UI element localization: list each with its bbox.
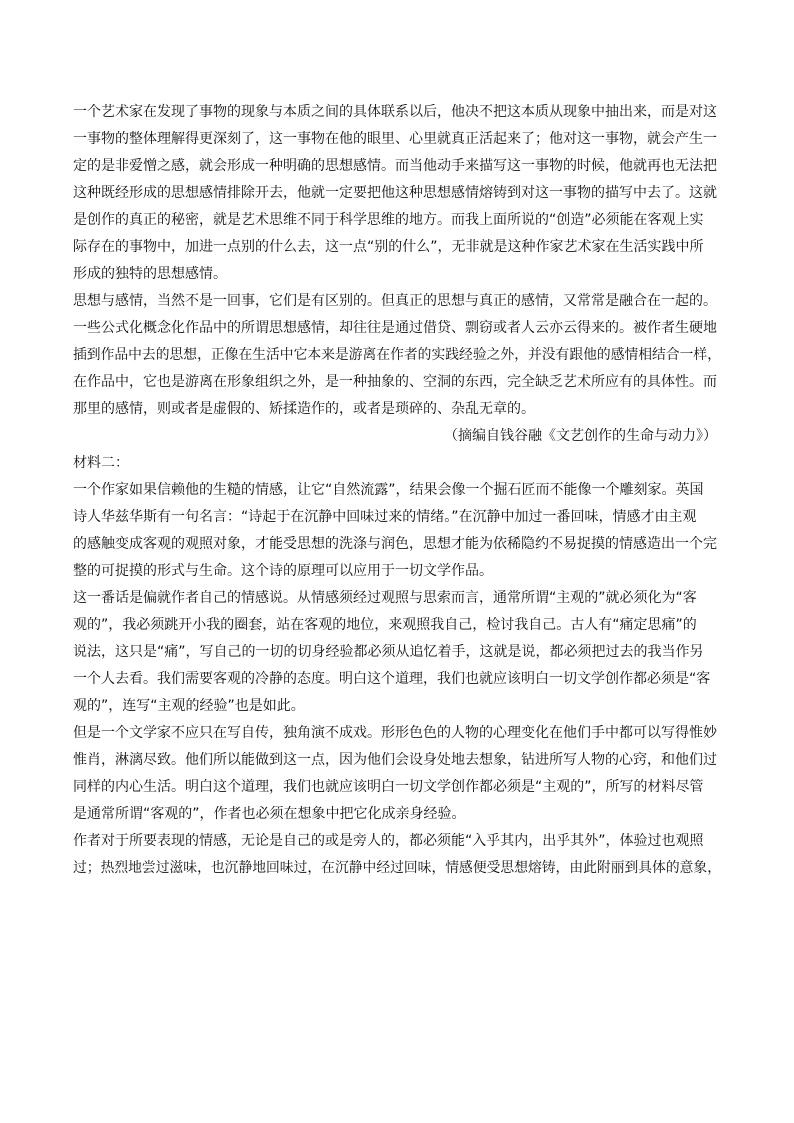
paragraph-6-line-1: 作者对于所要表现的情感，无论是自己的或是旁人的，都必须能“入乎其内，出乎其外”，体验过也观照 [73,833,704,849]
paragraph-3-line-2: 诗人华兹华斯有一句名言：“诗起于在沉静中回味过来的情绪。”在沉静中加过一番回味，情感才由主观 [73,509,697,525]
paragraph-3-line-1: 一个作家如果信赖他的生糙的情感，让它“自然流露”，结果会像一个掘石匠而不能像一个雕刻家。英国 [73,482,704,498]
paragraph-2-line-4: 在作品中，它也是游离在形象组织之外，是一种抽象的、空洞的东西，完全缺乏艺术所应有的具体性。而 [73,374,717,390]
paragraph-3-line-3: 的感触变成客观的观照对象，才能受思想的洗涤与润色，思想才能为依稀隐约不易捉摸的情感造出一个完 [73,536,717,552]
paragraph-4-line-3: 说法，这只是“痛”，写自己的一切的切身经验都必须从追忆着手，这就是说，都必须把过去的我当作另 [73,644,704,660]
paragraph-1-line-2: 一事物的整体理解得更深刻了，这一事物在他的眼里、心里就真正活起来了；他对这一事物，就会产生一 [73,131,717,147]
paragraph-6-line-2: 过；热烈地尝过滋味，也沉静地回味过，在沉静中经过回味，情感便受思想熔铸，由此附丽到具体的意象， [73,860,721,876]
paragraph-1-line-3: 定的是非爱憎之感，就会形成一种明确的思想感情。而当他动手来描写这一事物的时候，他就再也无法把 [73,158,717,174]
source-citation: （摘编自钱谷融《文艺创作的生命与动力》） [444,428,717,444]
paragraph-2-line-3: 插到作品中去的思想，正像在生活中它本来是游离在作者的实践经验之外，并没有跟他的感情相结合一样， [73,347,721,363]
paragraph-1-line-5: 是创作的真正的秘密，就是艺术思维不同于科学思维的地方。而我上面所说的“创造”必须能在客观上实 [73,212,704,228]
paragraph-5-line-2: 惟肖，淋漓尽致。他们所以能做到这一点，因为他们会设身处地去想象，钻进所写人物的心窍，和他们过 [73,752,717,768]
paragraph-1-line-6: 际存在的事物中，加进一点别的什么去，这一点“别的什么”，无非就是这种作家艺术家在生活实践中所 [73,239,704,255]
section-heading-material-2: 材料二： [73,455,129,471]
paragraph-2-line-2: 一些公式化概念化作品中的所谓思想感情，却往往是通过借贷、剽窃或者人云亦云得来的。被作者生硬地 [73,320,717,336]
paragraph-1-line-4: 这种既经形成的思想感情排除开去，他就一定要把他这种思想感情熔铸到对这一事物的描写中去了。这就 [73,185,717,201]
paragraph-4-line-4: 一个人去看。我们需要客观的冷静的态度。明白这个道理，我们也就应该明白一切文学创作都必须是“客 [73,671,711,687]
paragraph-2-line-5: 那里的感情，则或者是虚假的、矫揉造作的，或者是琐碎的、杂乱无章的。 [73,401,535,417]
paragraph-2-line-1: 思想与感情，当然不是一回事，它们是有区别的。但真正的思想与真正的感情，又常常是融合在一起的。 [73,293,717,309]
paragraph-4-line-5: 观的”，连写“主观的经验”也是如此。 [73,698,305,714]
paragraph-3-line-4: 整的可捉摸的形式与生命。这个诗的原理可以应用于一切文学作品。 [73,563,493,579]
paragraph-5-line-3: 同样的内心生活。明白这个道理，我们也就应该明白一切文学创作都必须是“主观的”，所写的材料尽管 [73,779,704,795]
paragraph-1-line-7: 形成的独特的思想感情。 [73,266,227,282]
paragraph-5-line-4: 是通常所谓“客观的”，作者也必须在想象中把它化成亲身经验。 [73,806,466,822]
paragraph-4-line-2: 观的”，我必须跳开小我的圈套，站在客观的地位，来观照我自己，检讨我自己。古人有“痛定思痛”的 [73,617,697,633]
paragraph-5-line-1: 但是一个文学家不应只在写自传，独角演不成戏。形形色色的人物的心理变化在他们手中都可以写得惟妙 [73,725,717,741]
paragraph-4-line-1: 这一番话是偏就作者自己的情感说。从情感须经过观照与思索而言，通常所谓“主观的”就必须化为“客 [73,590,697,606]
paragraph-1-line-1: 一个艺术家在发现了事物的现象与本质之间的具体联系以后，他决不把这本质从现象中抽出来，而是对这 [73,104,717,120]
